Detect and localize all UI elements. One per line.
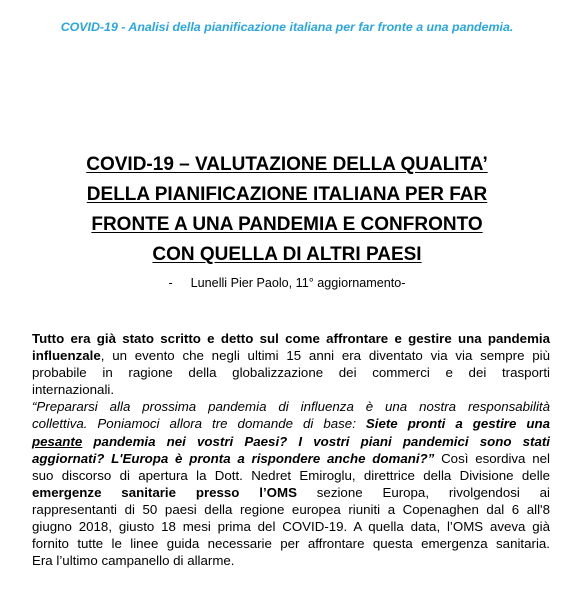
- body-line-2: [32, 347, 550, 364]
- body-line-13: fornito tutte le linee guida necessarie per affrontare questa emergenza sanitaria.: [32, 536, 550, 552]
- title-line-4: CON QUELLA DI ALTRI PAESI: [152, 244, 422, 265]
- document-title: [20, 150, 554, 270]
- body-line-6: [32, 415, 550, 432]
- body-line-10: [32, 484, 550, 501]
- body-line-7: [32, 433, 550, 450]
- body-line-14: Era l’ultimo campanello di allarme.: [32, 553, 235, 569]
- body-line-5: “Prepararsi alla prossima pandemia di influenza è una nostra responsabilità: [32, 399, 550, 415]
- body-line-1: Tutto era già stato scritto e detto sul come affrontare e gestire una pandemia: [32, 331, 550, 346]
- body-line-2-bold: influenzale: [32, 348, 101, 364]
- body-line-12: giugno 2018, giusto 18 mesi prima del COVID-19. A quella data, l’OMS aveva già: [32, 519, 550, 535]
- body-line-8-bold: aggiornati? L'Europa è pronta a rispondere anche domani?”: [32, 450, 435, 466]
- author-line: [0, 276, 574, 290]
- body-line-7-underline: pesante: [32, 433, 83, 449]
- body-line-4: internazionali.: [32, 382, 115, 398]
- body-line-3: probabile in ragione della globalizzazione dei commerci e dei trasporti: [32, 365, 550, 381]
- title-line-2: DELLA PIANIFICAZIONE ITALIANA PER FAR: [86, 184, 488, 205]
- title-line-3: FRONTE A UNA PANDEMIA E CONFRONTO: [91, 214, 483, 235]
- body-line-6-italic: collettiva. Poniamoci allora tre domande di base:: [32, 416, 366, 432]
- running-header: COVID-19 - Analisi della pianificazione italiana per far fronte a una pandemia.: [60, 20, 514, 34]
- body-line-9: suo discorso di apertura la Dott. Nedret Emiroglu, direttrice della Divisione delle: [32, 467, 550, 483]
- body-paragraph: [32, 330, 550, 569]
- body-line-11: rappresentanti di 50 paesi della regione europea riuniti a Copenaghen dal 6 all'8: [32, 501, 550, 517]
- body-line-6-bold: Siete pronti a gestire una: [365, 416, 551, 432]
- author-text: Lunelli Pier Paolo, 11° aggiornamento-: [190, 276, 406, 290]
- body-line-10-rest: sezione Europa, rivolgendosi ai: [296, 484, 550, 500]
- body-line-10-bold: emergenze sanitarie presso l’OMS: [32, 484, 297, 500]
- body-line-2-rest: , un evento che negli ultimi 15 anni era diventato via via sempre più: [100, 348, 550, 364]
- author-dash: -: [168, 276, 173, 290]
- title-line-1: COVID-19 – VALUTAZIONE DELLA QUALITA’: [86, 154, 488, 175]
- body-line-8: [32, 450, 550, 467]
- body-line-8-rest: Così esordiva nel: [434, 450, 550, 466]
- body-line-7-rest: pandemia nei vostri Paesi? I vostri piani pandemici sono stati: [82, 433, 550, 449]
